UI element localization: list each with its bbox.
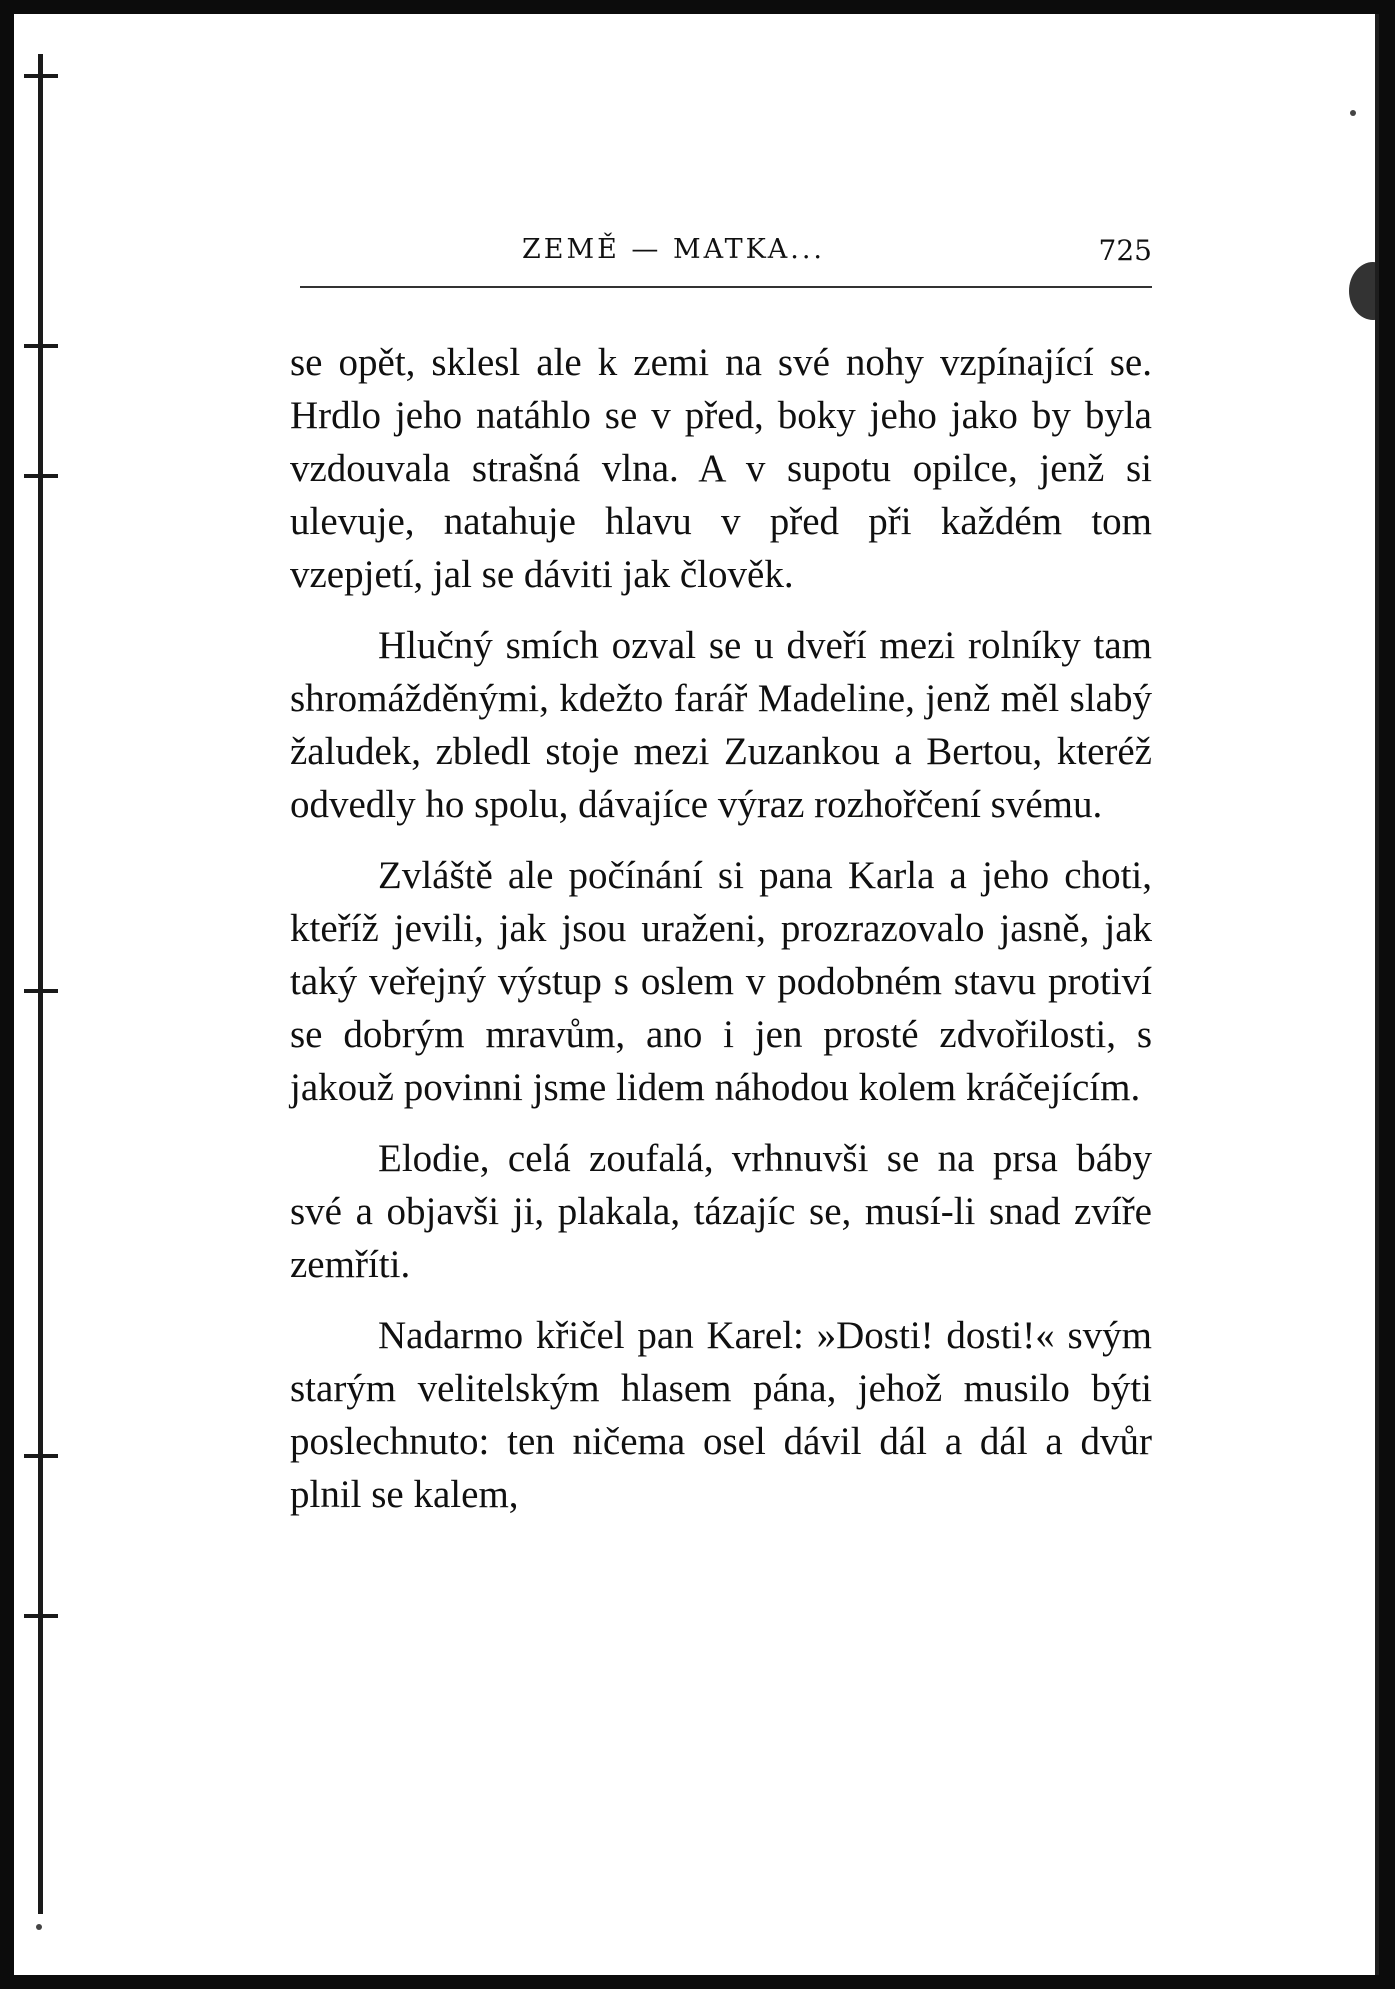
scan-left-rule	[38, 54, 43, 1914]
scan-tick	[24, 989, 58, 993]
header-rule	[300, 286, 1152, 288]
scan-right-edge	[1375, 14, 1379, 1975]
body-text	[290, 336, 1152, 1539]
paragraph: Hlučný smích ozval se u dveří mezi rolníky tam shromážděnými, kdežto farář Madeline, jenž měl slabý žaludek, zbledl stoje mezi Zuzankou a Bertou, kteréž odvedly ho spolu, dávajíce výraz rozhořčení svému.	[290, 624, 1152, 826]
page-number: 725	[1098, 234, 1152, 267]
scan-speck	[36, 1924, 42, 1930]
paragraph: Nadarmo křičel pan Karel: »Dosti! dosti!« svým starým velitelským hlasem pána, jehož musilo býti poslechnuto: ten ničema osel dávil dál a dál a dvůr plnil se kalem,	[290, 1314, 1152, 1516]
scan-speck	[1350, 110, 1356, 116]
paragraph: Zvláště ale počínání si pana Karla a jeho choti, kteříž jevili, jak jsou uraženi, prozrazovalo jasně, jak taký veřejný výstup s oslem v podobném stavu protiví se dobrým mravům, ano i jen prosté zdvořilosti, s jakouž povinni jsme lidem náhodou kolem kráčejícím.	[290, 854, 1152, 1109]
book-page	[14, 14, 1379, 1975]
scan-tick	[24, 1454, 58, 1458]
scan-tick	[24, 74, 58, 78]
scan-tick	[24, 474, 58, 478]
paragraph: Elodie, celá zoufalá, vrhnuvši se na prsa báby své a objavši ji, plakala, tázajíc se, musí-li snad zvíře zemříti.	[290, 1137, 1152, 1286]
running-title: ZEMĚ — MATKA...	[522, 234, 825, 265]
scan-tick	[24, 1614, 58, 1618]
paragraph: se opět, sklesl ale k zemi na své nohy vzpínající se. Hrdlo jeho natáhlo se v před, boky jeho jako by byla vzdouvala strašná vlna. A v supotu opilce, jenž si ulevuje, natahuje hlavu v před při každém tom vzepjetí, jal se dáviti jak člověk.	[290, 341, 1152, 596]
scan-tick	[24, 344, 58, 348]
page-header	[282, 230, 1152, 274]
